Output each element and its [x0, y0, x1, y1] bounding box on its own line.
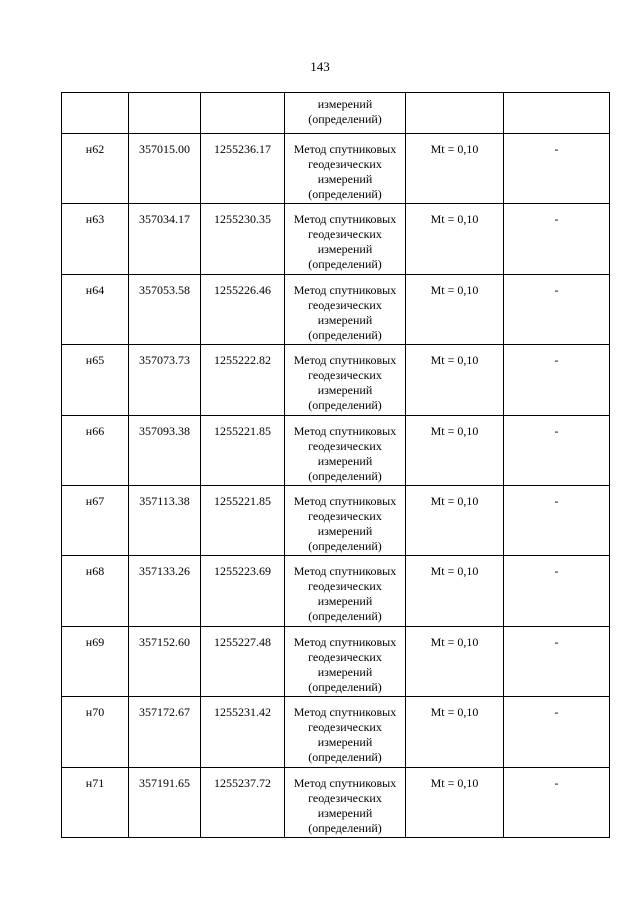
method-cell: [285, 415, 406, 485]
table-row: [62, 134, 610, 204]
method-cell: [285, 556, 406, 626]
note-cell: -: [504, 345, 610, 415]
point-cell: н70: [62, 697, 129, 767]
method-line: измерений: [317, 805, 373, 820]
method-line: Метод спутниковых: [293, 705, 397, 720]
method-cell: [285, 134, 406, 204]
y-cell: 1255236.17: [201, 134, 285, 204]
note-cell: -: [504, 556, 610, 626]
x-cell: 357191.65: [129, 767, 201, 837]
table-row: [62, 274, 610, 344]
method-cell: [285, 697, 406, 767]
y-cell: 1255237.72: [201, 767, 285, 837]
accuracy-cell: Mt = 0,10: [406, 134, 504, 204]
point-cell: н71: [62, 767, 129, 837]
x-cell: [129, 93, 201, 134]
y-cell: [201, 93, 285, 134]
point-cell: н69: [62, 626, 129, 696]
method-line: Метод спутниковых: [293, 212, 397, 227]
accuracy-cell: Mt = 0,10: [406, 556, 504, 626]
method-line: Метод спутниковых: [293, 423, 397, 438]
note-cell: -: [504, 415, 610, 485]
method-line: (определений): [308, 820, 382, 835]
method-line: геодезических: [308, 227, 382, 242]
point-cell: н64: [62, 274, 129, 344]
method-line: измерений: [317, 312, 373, 327]
method-cell: [285, 485, 406, 555]
method-line: Метод спутниковых: [293, 493, 397, 508]
method-line: измерений: [317, 97, 373, 111]
method-line: Метод спутниковых: [293, 142, 397, 156]
table-row: [62, 415, 610, 485]
method-line: (определений): [308, 609, 382, 624]
method-line: измерений: [317, 523, 373, 538]
y-cell: 1255230.35: [201, 204, 285, 274]
method-line: геодезических: [308, 508, 382, 523]
method-line: (определений): [308, 112, 382, 126]
table-row: [62, 767, 610, 837]
note-cell: -: [504, 204, 610, 274]
method-line: (определений): [308, 468, 382, 483]
table-row: [62, 485, 610, 555]
method-line: геодезических: [308, 157, 382, 171]
table-row: [62, 345, 610, 415]
table-row: [62, 626, 610, 696]
method-line: Метод спутниковых: [293, 282, 397, 297]
x-cell: 357034.17: [129, 204, 201, 274]
point-cell: н65: [62, 345, 129, 415]
note-cell: [504, 93, 610, 134]
y-cell: 1255223.69: [201, 556, 285, 626]
method-cell: [285, 345, 406, 415]
table-row: [62, 204, 610, 274]
table-row: [62, 697, 610, 767]
x-cell: 357172.67: [129, 697, 201, 767]
method-line: геодезических: [308, 720, 382, 735]
point-cell: [62, 93, 129, 134]
method-line: геодезических: [308, 649, 382, 664]
y-cell: 1255231.42: [201, 697, 285, 767]
method-line: измерений: [317, 594, 373, 609]
method-line: измерений: [317, 383, 373, 398]
point-cell: н63: [62, 204, 129, 274]
note-cell: -: [504, 134, 610, 204]
method-line: измерений: [317, 664, 373, 679]
method-line: геодезических: [308, 579, 382, 594]
method-line: Метод спутниковых: [293, 634, 397, 649]
method-line: измерений: [317, 242, 373, 257]
accuracy-cell: Mt = 0,10: [406, 274, 504, 344]
note-cell: -: [504, 767, 610, 837]
coordinates-table: [61, 92, 610, 838]
method-line: геодезических: [308, 790, 382, 805]
method-line: (определений): [308, 257, 382, 272]
x-cell: 357133.26: [129, 556, 201, 626]
page-number: 143: [310, 59, 330, 74]
method-line: (определений): [308, 538, 382, 553]
method-cell: [285, 626, 406, 696]
point-cell: н66: [62, 415, 129, 485]
y-cell: 1255222.82: [201, 345, 285, 415]
method-line: Метод спутниковых: [293, 775, 397, 790]
method-cell: [285, 767, 406, 837]
note-cell: -: [504, 274, 610, 344]
method-line: геодезических: [308, 368, 382, 383]
accuracy-cell: Mt = 0,10: [406, 767, 504, 837]
method-line: (определений): [308, 327, 382, 342]
x-cell: 357073.73: [129, 345, 201, 415]
point-cell: н62: [62, 134, 129, 204]
method-line: (определений): [308, 679, 382, 694]
method-line: геодезических: [308, 438, 382, 453]
accuracy-cell: Mt = 0,10: [406, 485, 504, 555]
point-cell: н68: [62, 556, 129, 626]
method-line: (определений): [308, 187, 382, 201]
method-line: Метод спутниковых: [293, 353, 397, 368]
method-cell: [285, 93, 406, 134]
continuation-row: [62, 93, 610, 134]
y-cell: 1255221.85: [201, 485, 285, 555]
accuracy-cell: Mt = 0,10: [406, 415, 504, 485]
method-cell: [285, 274, 406, 344]
method-cell: [285, 204, 406, 274]
point-cell: н67: [62, 485, 129, 555]
table-row: [62, 556, 610, 626]
method-line: измерений: [317, 453, 373, 468]
method-line: (определений): [308, 750, 382, 765]
method-line: геодезических: [308, 297, 382, 312]
accuracy-cell: Mt = 0,10: [406, 204, 504, 274]
method-line: измерений: [317, 735, 373, 750]
method-line: (определений): [308, 398, 382, 413]
x-cell: 357053.58: [129, 274, 201, 344]
y-cell: 1255221.85: [201, 415, 285, 485]
accuracy-cell: Mt = 0,10: [406, 626, 504, 696]
y-cell: 1255227.48: [201, 626, 285, 696]
accuracy-cell: Mt = 0,10: [406, 697, 504, 767]
table-body: [62, 93, 610, 838]
accuracy-cell: Mt = 0,10: [406, 345, 504, 415]
note-cell: -: [504, 697, 610, 767]
x-cell: 357113.38: [129, 485, 201, 555]
y-cell: 1255226.46: [201, 274, 285, 344]
x-cell: 357093.38: [129, 415, 201, 485]
method-line: Метод спутниковых: [293, 564, 397, 579]
x-cell: 357015.00: [129, 134, 201, 204]
note-cell: -: [504, 485, 610, 555]
method-line: измерений: [317, 172, 373, 186]
note-cell: -: [504, 626, 610, 696]
accuracy-cell: [406, 93, 504, 134]
x-cell: 357152.60: [129, 626, 201, 696]
